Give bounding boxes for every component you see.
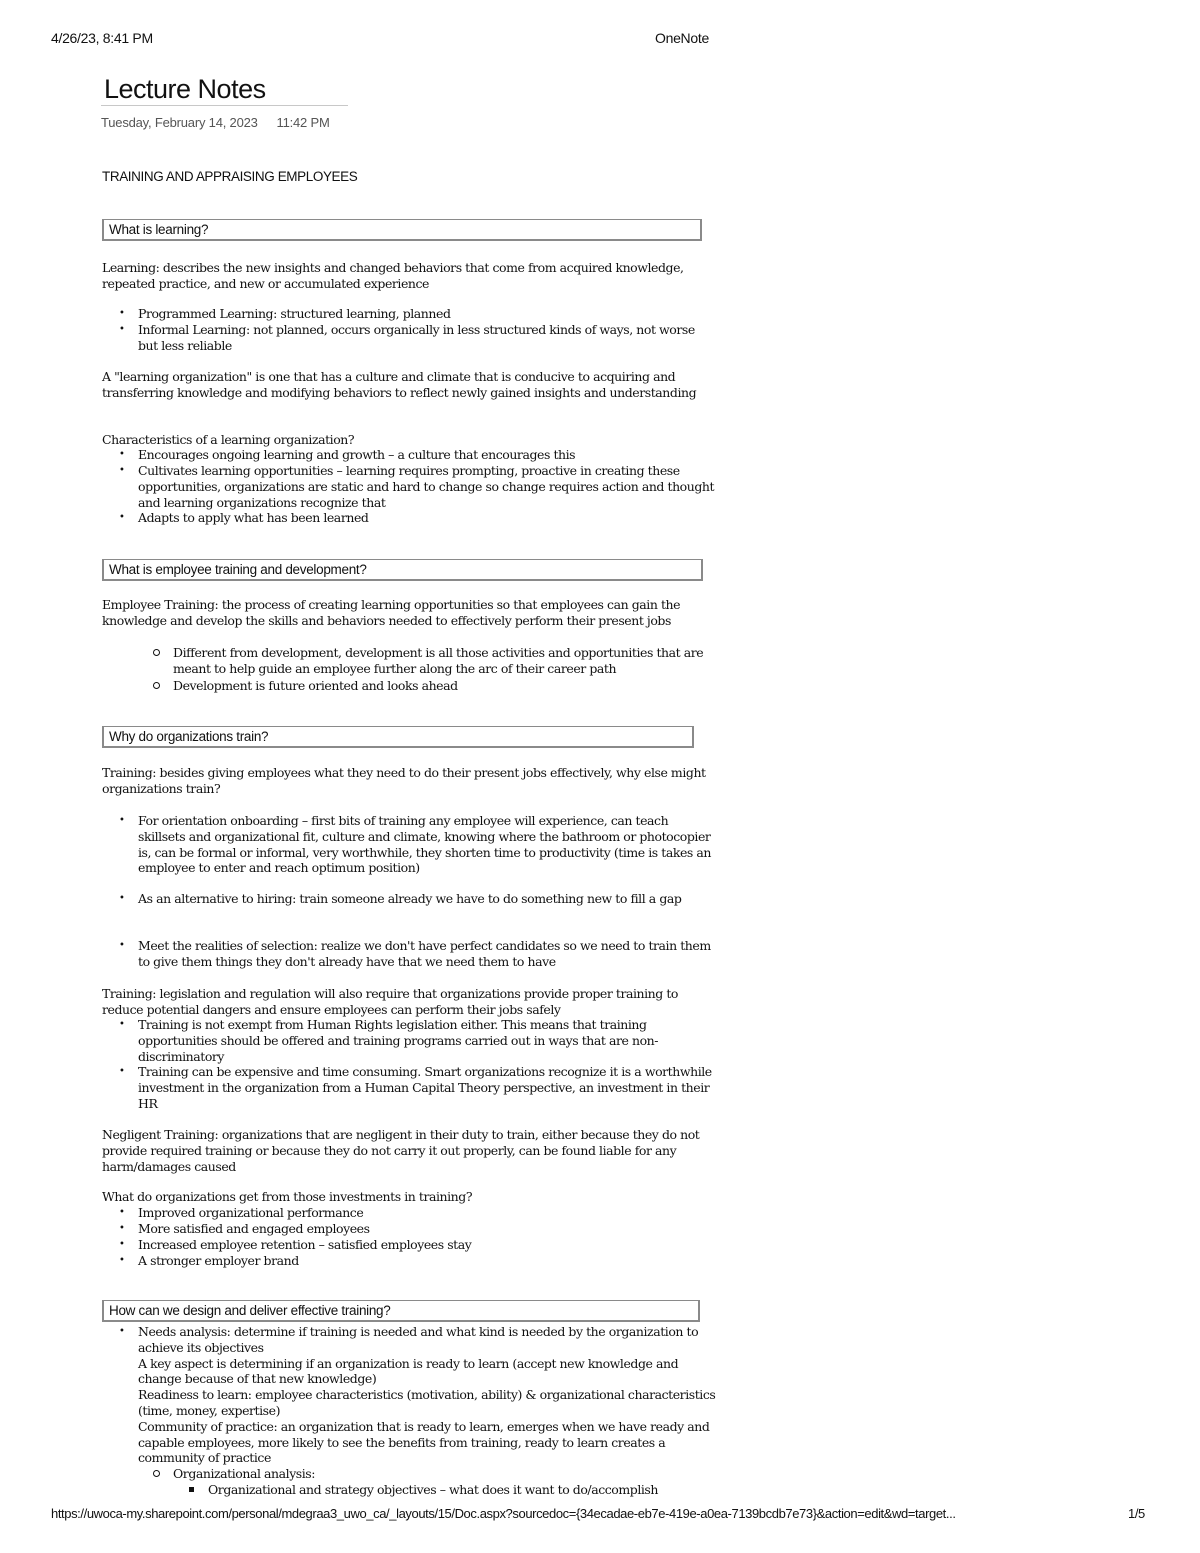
page-time: 11:42 PM <box>276 115 330 130</box>
list-item: • Informal Learning: not planned, occurs organically in less structured kinds of ways, not worse but less reliable <box>138 322 716 354</box>
page-title: Lecture Notes <box>104 74 266 104</box>
needs-analysis-text: • Needs analysis: determine if training is needed and what kind is needed by the organization to achieve its objectives <box>138 1324 699 1355</box>
list-item: • As an alternative to hiring: train someone already we have to do something new to fill a gap <box>138 891 716 907</box>
list-item: • Cultivates learning opportunities – learning requires prompting, proactive in creating these opportunities, organizations are static and hard to change so change requires action and thought and learning organizations recognize that <box>138 463 716 510</box>
section-heading-design-training: How can we design and deliver effective training? <box>102 1300 700 1322</box>
list-item <box>138 1324 716 1466</box>
topic-heading: TRAINING AND APPRAISING EMPLOYEES <box>102 169 358 184</box>
list-item: • For orientation onboarding – first bits of training any employee will experience, can teach skillsets and organizational fit, culture and climate, knowing where the bathroom or photocopier is, can be formal or informal, very worthwhile, they shorten time to productivity (time is takes an employee to enter and reach optimum position) <box>138 813 716 876</box>
list-item: • A stronger employer brand <box>138 1253 716 1269</box>
page-created <box>101 115 330 130</box>
list-item: Different from development, development is all those activities and opportunities that are meant to help guide an employee further along the arc of their career path <box>173 645 718 677</box>
print-footer-url: https://uwoca-my.sharepoint.com/personal/mdegraa3_uwo_ca/_layouts/15/Doc.aspx?sourcedoc={34ecadae-eb7e-419e-a0ea-7139bcdb7e73}&action=edit&wd=target... <box>51 1506 956 1521</box>
investment-question: What do organizations get from those investments in training? <box>102 1189 473 1204</box>
learning-organization-paragraph: A "learning organization" is one that has a culture and climate that is conducive to acquiring and transferring knowledge and modifying behaviors to reflect newly gained insights and understanding <box>102 369 697 400</box>
legislation-paragraph: Training: legislation and regulation will also require that organizations provide proper training to reduce potential dangers and ensure employees can perform their jobs safely <box>102 986 679 1017</box>
title-underline <box>101 105 348 106</box>
characteristics-question: Characteristics of a learning organization? <box>102 432 355 447</box>
list-item: • Training can be expensive and time consuming. Smart organizations recognize it is a worthwhile investment in the organization from a Human Capital Theory perspective, an investment in their HR <box>138 1064 716 1111</box>
list-item: Organizational and strategy objectives – what does it want to do/accomplish <box>208 1482 718 1498</box>
list-item: Organizational analysis: <box>173 1466 718 1482</box>
list-item: • Encourages ongoing learning and growth – a culture that encourages this <box>138 447 716 463</box>
print-page-number: 1/5 <box>1128 1506 1145 1521</box>
list-item: • Training is not exempt from Human Rights legislation either. This means that training opportunities should be offered and training programs carried out in ways that are non-discriminatory <box>138 1017 716 1064</box>
section-heading-training-development: What is employee training and development? <box>102 559 703 581</box>
community-practice-text: Community of practice: an organization that is ready to learn, emerges when we have ready and capable employees, more likely to see the benefits from training, ready to learn creates a community of practice <box>138 1418 710 1466</box>
list-item: • More satisfied and engaged employees <box>138 1221 716 1237</box>
learning-definition: Learning: describes the new insights and changed behaviors that come from acquired knowledge, repeated practice, and new or accumulated experience <box>102 260 684 291</box>
list-item: • Adapts to apply what has been learned <box>138 510 716 526</box>
print-app-name: OneNote <box>655 30 709 46</box>
list-item: • Meet the realities of selection: realize we don't have perfect candidates so we need to train them to give them things they don't already have that we need them to have <box>138 938 716 970</box>
employee-training-definition: Employee Training: the process of creating learning opportunities so that employees can gain the knowledge and develop the skills and behaviors needed to effectively perform their present jobs <box>102 597 681 628</box>
section-heading-learning: What is learning? <box>102 219 702 241</box>
why-train-paragraph: Training: besides giving employees what they need to do their present jobs effectively, why else might organizations train? <box>102 765 706 796</box>
readiness-text: Readiness to learn: employee characteristics (motivation, ability) & organizational characteristics (time, money, expertise) <box>138 1387 716 1418</box>
list-item: • Increased employee retention – satisfied employees stay <box>138 1237 716 1253</box>
key-aspect-text: A key aspect is determining if an organization is ready to learn (accept new knowledge and change because of that new knowledge) <box>138 1355 679 1387</box>
list-item: • Programmed Learning: structured learning, planned <box>138 306 716 322</box>
list-item: • Improved organizational performance <box>138 1205 716 1221</box>
list-item: Development is future oriented and looks ahead <box>173 678 718 694</box>
section-heading-why-train: Why do organizations train? <box>102 726 694 748</box>
negligent-training-paragraph: Negligent Training: organizations that are negligent in their duty to train, either because they do not provide required training or because they do not carry it out properly, can be found liable for any harm/damages caused <box>102 1127 700 1174</box>
page-date: Tuesday, February 14, 2023 <box>101 115 258 130</box>
print-datetime: 4/26/23, 8:41 PM <box>51 30 153 46</box>
